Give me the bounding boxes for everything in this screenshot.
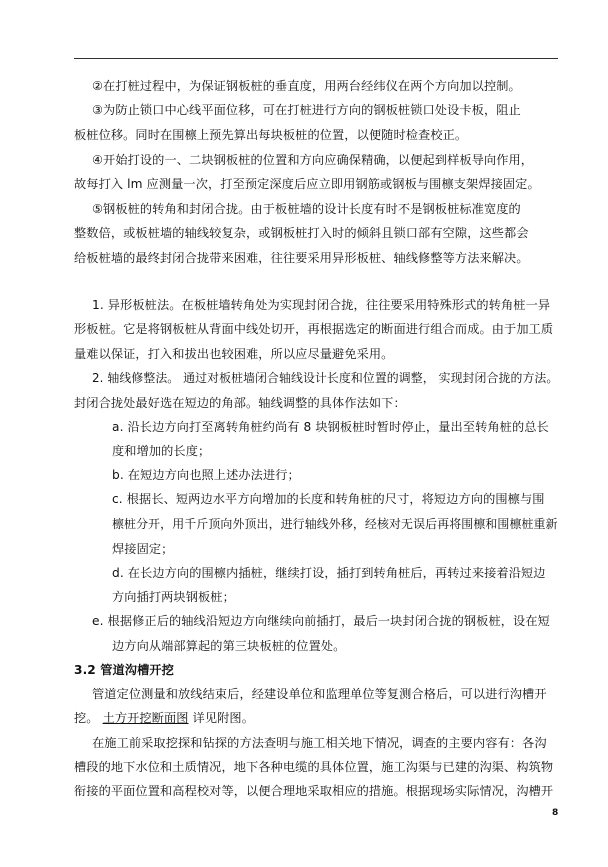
text-line: 管道定位测量和放线结束后，经建设单位和监理单位等复测合格后，可以进行沟槽开 [92,687,547,701]
text-line: 在施工前采取挖探和钻探的方法查明与施工相关地下情况，调查的主要内容有：各沟 [92,736,547,750]
text-line: a. 沿长边方向打至离转角桩约尚有 8 块钢板桩时暂时停止，量出至转角桩的总长 [112,420,549,434]
text-line: ③为防止锁口中心线平面位移，可在打桩进行方向的钢板桩锁口处设卡板，阻止 [92,103,521,117]
section-heading: 3.2 管道沟槽开挖 [74,663,174,677]
text-line: ②在打桩过程中，为保证钢板桩的垂直度，用两台经纬仪在两个方向加以控制。 [92,79,521,93]
text-line: b. 在短边方向也照上述办法进行； [112,468,300,482]
text-line: 给板桩墙的最终封闭合拢带来困难，往往要采用异形板桩、轴线修整等方法来解决。 [74,251,529,265]
text-line: c. 根据长、短两边水平方向增加的长度和转角桩的尺寸，将短边方向的围檩与围 [112,492,545,506]
text-line: 焊接固定； [112,542,174,556]
header-rule [74,58,558,59]
text-line: 板桩位移。同时在围檩上预先算出每块板桩的位置，以便随时检查校正。 [74,128,468,142]
text-line: 形板桩。它是将钢板桩从背面中线处切开，再根据选定的断面进行组合而成。由于加工质 [74,322,554,336]
text-line: 衔接的平面位置和高程校对等，以便合理地采取相应的措施。根据现场实际情况，沟槽开 [74,784,554,798]
text-line: e. 根据修正后的轴线沿短边方向继续向前插打，最后一块封闭合拢的钢板桩，设在短 [92,614,550,628]
text-line [74,711,254,725]
text-line: 方向插打两块钢板桩； [112,590,235,604]
text-line: ⑤钢板桩的转角和封闭合拢。由于板桩墙的设计长度有时不是钢板桩标准宽度的 [92,202,521,216]
figure-link[interactable]: 土方开挖断面图 [102,711,189,725]
text-line: 檩桩分开，用千斤顶向外顶出，进行轴线外移，经核对无误后再将围檩和围檩桩重新 [112,517,558,531]
page-number: 8 [552,808,559,818]
text-line: 度和增加的长度； [112,444,211,458]
text-line: 量难以保证，打入和拔出也较困难，所以应尽量避免采用。 [74,347,394,361]
text-fragment: 挖。 [74,711,99,725]
text-fragment: 详见附图。 [188,711,254,725]
text-line: 整数倍，或板桩墙的轴线较复杂，或钢板桩打入时的倾斜且锁口部有空隙，这些都会 [74,226,529,240]
text-line: 封闭合拢处最好选在短边的角部。轴线调整的具体作法如下： [74,396,406,410]
text-line: 边方向从端部算起的第三块板桩的位置处。 [112,639,346,653]
text-line: d. 在长边方向的围檩内插桩，继续打设，插打到转角桩后，再转过来接着沿短边 [112,566,546,580]
text-line: 槽段的地下水位和土质情况，地下各种电缆的具体位置，施工沟渠与已建的沟渠、构筑物 [74,760,554,774]
text-line: ④开始打设的一、二块钢板桩的位置和方向应确保精确，以便起到样板导向作用， [92,153,534,167]
text-line: 故每打入 lm 应测量一次，打至预定深度后应立即用钢筋或钢板与围檩支架焊接固定。 [74,177,540,191]
text-line: 2. 轴线修整法。 通过对板桩墙闭合轴线设计长度和位置的调整， 实现封闭合拢的方法。 [92,371,559,385]
text-line: 1. 异形板桩法。在板桩墙转角处为实现封闭合拢，往往要采用特殊形式的转角桩一异 [92,298,551,312]
